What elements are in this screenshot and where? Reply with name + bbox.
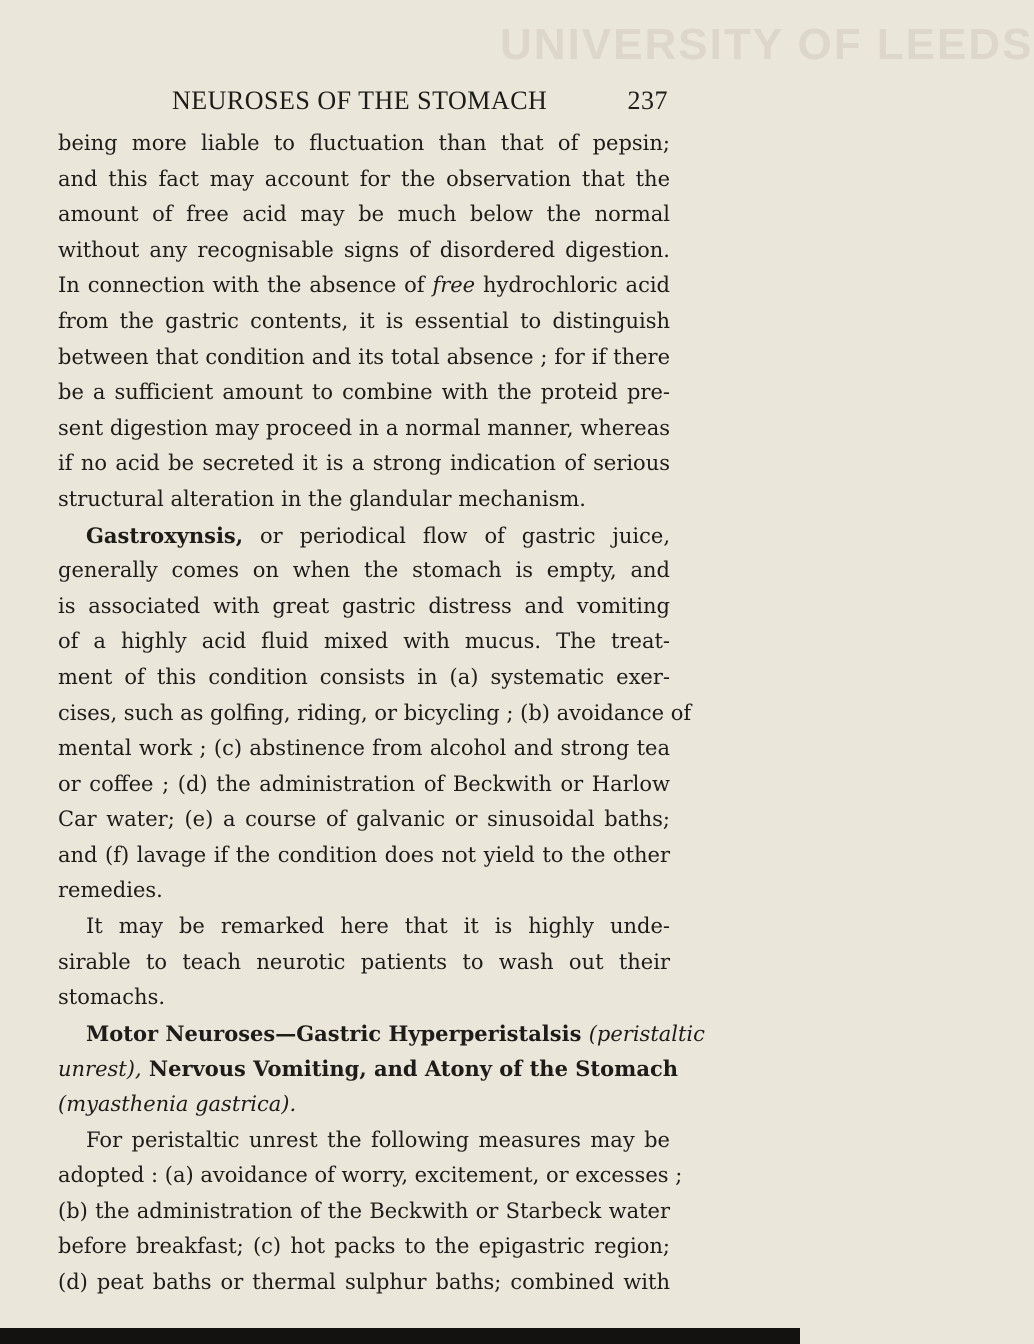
text-line: and (f) lavage if the condition does not yield to the other	[58, 842, 670, 867]
text-line: sent digestion may proceed in a normal manner, whereas	[58, 415, 670, 440]
text-line: remedies.	[58, 878, 163, 903]
text-line: ment of this condition consists in (a) systematic exer-	[58, 664, 670, 689]
text-line: adopted : (a) avoidance of worry, excitement, or excesses ;	[58, 1163, 683, 1188]
text-line: before breakfast; (c) hot packs to the epigastric region;	[58, 1234, 670, 1259]
text-line	[58, 268, 670, 304]
text-line: of a highly acid fluid mixed with mucus. The treat-	[58, 629, 670, 654]
heading-italic: (peristaltic	[588, 1021, 705, 1046]
text-line: and this fact may account for the observation that the	[58, 166, 670, 191]
text-line: generally comes on when the stomach is empty, and	[58, 558, 670, 583]
running-title: NEUROSES OF THE STOMACH	[172, 86, 548, 115]
text-line: cises, such as golfing, riding, or bicycling ; (b) avoidance of	[58, 700, 692, 725]
text-line: stomachs.	[58, 985, 166, 1010]
text-line: It may be remarked here that it is highly unde-	[86, 914, 670, 939]
text-line: if no acid be secreted it is a strong indication of serious	[58, 451, 670, 476]
term-gastroxynsis: Gastroxynsis,	[86, 522, 244, 548]
section-heading-line	[58, 1051, 679, 1087]
heading-text: Motor Neuroses—Gastric Hyperperistalsis	[86, 1020, 589, 1046]
running-header	[172, 86, 668, 118]
heading-italic: unrest),	[58, 1057, 142, 1082]
text-line: mental work ; (c) abstinence from alcohol and strong tea	[58, 736, 670, 761]
page-body	[58, 126, 705, 1301]
section-heading-line	[58, 1016, 705, 1052]
text-line: between that condition and its total absence ; for if there	[58, 344, 670, 369]
text-line: sirable to teach neurotic patients to wash out their	[58, 949, 670, 974]
scan-edge-shadow	[0, 1328, 800, 1344]
text-line	[58, 518, 670, 554]
text-line: is associated with great gastric distress and vomiting	[58, 593, 670, 618]
page-number: 237	[627, 86, 668, 115]
text-line: being more liable to fluctuation than that of pepsin;	[58, 131, 670, 155]
text-line: (d) peat baths or thermal sulphur baths; combined with	[58, 1270, 670, 1294]
text-run: hydrochloric acid	[475, 273, 670, 298]
text-line: For peristaltic unrest the following measures may be	[86, 1127, 670, 1152]
text-line: from the gastric contents, it is essential to distinguish	[58, 308, 670, 333]
text-line: without any recognisable signs of disordered digestion.	[58, 237, 670, 262]
heading-text: Nervous Vomiting, and Atony of the Stomach	[141, 1056, 679, 1082]
text-line: Car water; (e) a course of galvanic or sinusoidal baths;	[58, 807, 670, 832]
text-line: structural alteration in the glandular mechanism.	[58, 486, 586, 511]
emphasis-free: free	[432, 273, 476, 298]
section-heading-line: (myasthenia gastrica).	[58, 1092, 297, 1117]
text-line: amount of free acid may be much below the normal	[58, 202, 670, 227]
text-line: or coffee ; (d) the administration of Beckwith or Harlow	[58, 771, 670, 796]
text-line: (b) the administration of the Beckwith or Starbeck water	[58, 1198, 670, 1223]
text-run: In connection with the absence of	[58, 273, 433, 298]
text-line: be a sufficient amount to combine with the proteid pre-	[58, 380, 670, 405]
library-watermark: UNIVERSITY OF LEEDS	[500, 20, 1034, 69]
text-run: or periodical flow of gastric juice,	[243, 523, 670, 548]
